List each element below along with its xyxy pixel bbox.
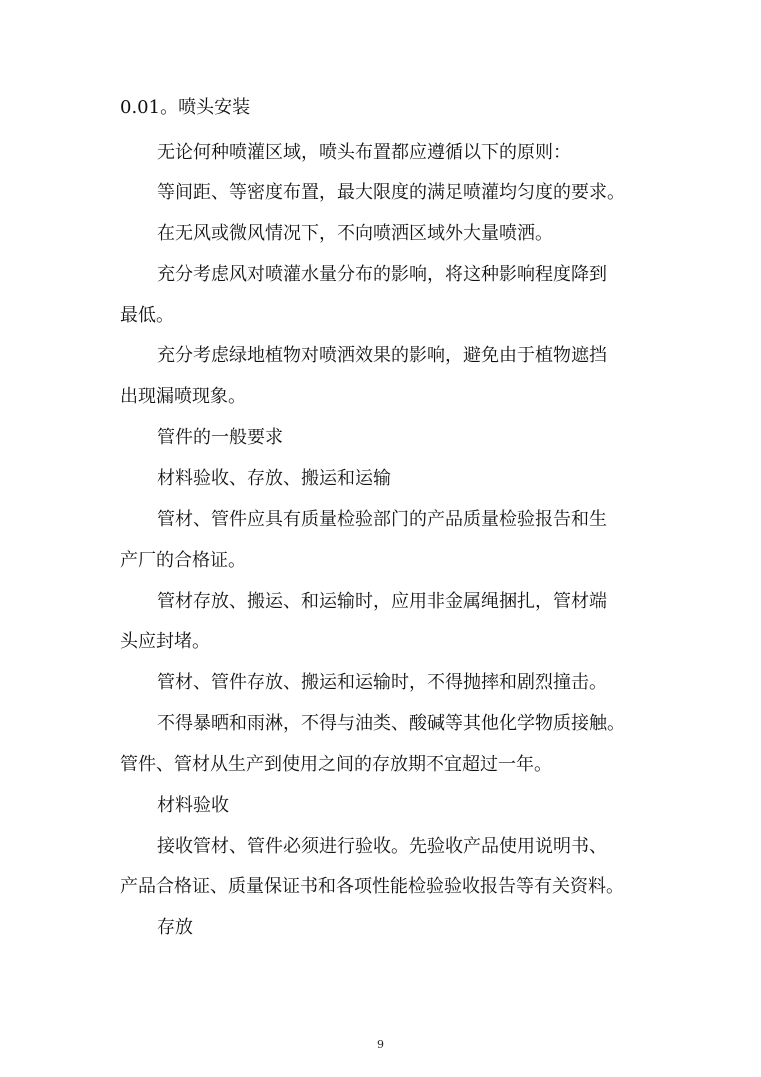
paragraph-line: 不得暴晒和雨淋，不得与油类、酸碱等其他化学物质接触。 <box>157 713 625 734</box>
paragraph-line: 产厂的合格证。 <box>120 550 246 571</box>
section-heading: 0.01。喷头安装 <box>120 97 251 118</box>
paragraph-line: 充分考虑风对喷灌水量分布的影响，将这种影响程度降到 <box>157 264 607 285</box>
paragraph-line: 管件、管材从生产到使用之间的存放期不宜超过一年。 <box>120 754 552 775</box>
subheading: 管件的一般要求 <box>157 427 283 448</box>
page-number: 9 <box>377 1038 384 1051</box>
paragraph-line: 头应封堵。 <box>120 631 210 652</box>
paragraph-line: 最低。 <box>120 305 174 326</box>
subheading: 材料验收 <box>157 795 229 816</box>
paragraph-line: 出现漏喷现象。 <box>120 386 246 407</box>
subheading: 存放 <box>157 917 193 938</box>
paragraph-line: 充分考虑绿地植物对喷洒效果的影响，避免由于植物遮挡 <box>157 345 607 366</box>
paragraph-line: 在无风或微风情况下，不向喷洒区域外大量喷洒。 <box>157 223 553 244</box>
paragraph-line: 等间距、等密度布置，最大限度的满足喷灌均匀度的要求。 <box>157 182 625 203</box>
paragraph-line: 接收管材、管件必须进行验收。先验收产品使用说明书、 <box>157 836 607 857</box>
paragraph-line: 管材、管件应具有质量检验部门的产品质量检验报告和生 <box>157 509 607 530</box>
subheading: 材料验收、存放、搬运和运输 <box>157 468 391 489</box>
paragraph-line: 产品合格证、质量保证书和各项性能检验验收报告等有关资料。 <box>120 876 624 897</box>
paragraph-line: 管材、管件存放、搬运和运输时，不得抛摔和剧烈撞击。 <box>157 672 607 693</box>
paragraph-line: 管材存放、搬运、和运输时，应用非金属绳捆扎，管材端 <box>157 591 607 612</box>
paragraph-line: 无论何种喷灌区域，喷头布置都应遵循以下的原则： <box>157 142 571 163</box>
